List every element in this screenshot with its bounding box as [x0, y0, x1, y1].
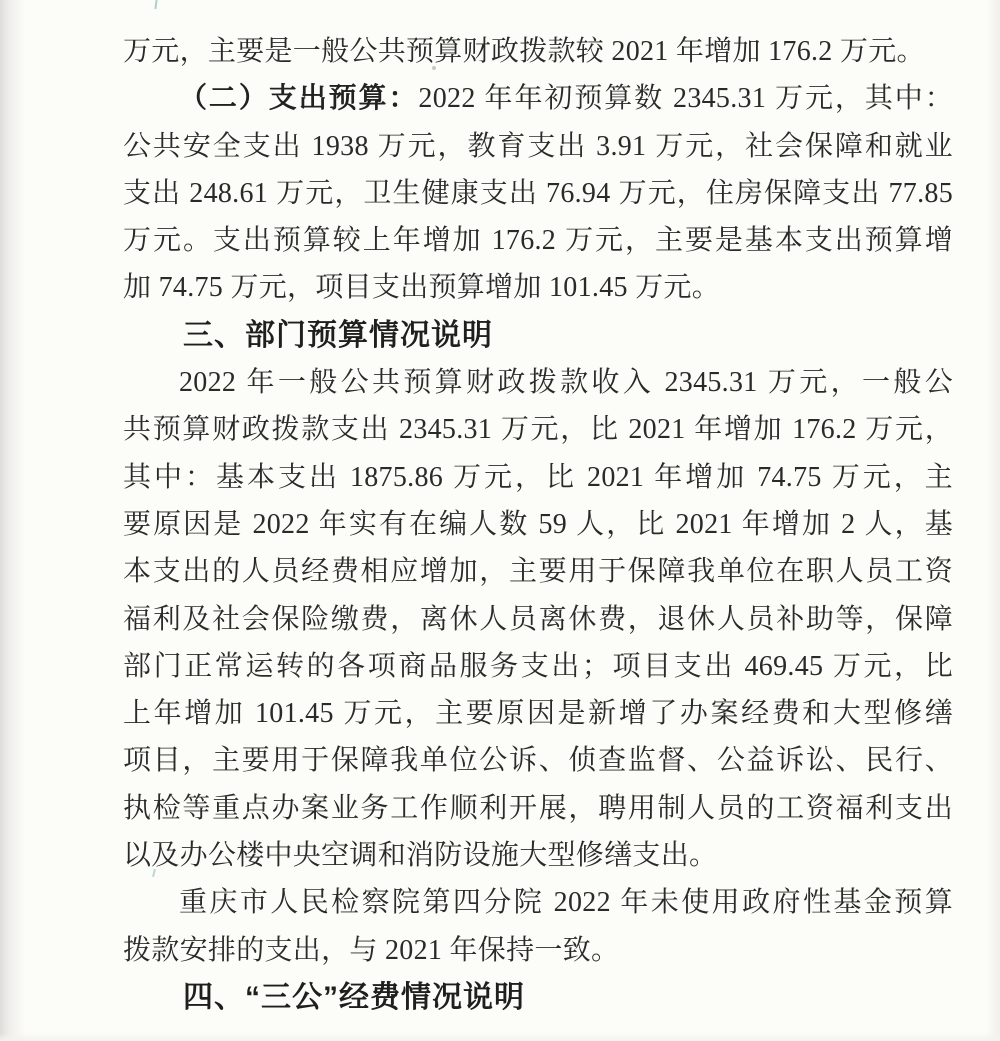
text-line [123, 75, 953, 122]
text-line: 部门正常运转的各项商品服务支出；项目支出 469.45 万元，比 [123, 650, 953, 682]
text-line: 万元。支出预算较上年增加 176.2 万元，主要是基本支出预算增 [123, 225, 953, 257]
paragraph-revenue-continuation [123, 28, 953, 75]
text-line: 共预算财政拨款支出 2345.31 万元，比 2021 年增加 176.2 万元， [123, 414, 953, 446]
scanner-edge-shadow-right [986, 0, 1000, 1041]
text-line: 要原因是 2022 年实有在编人数 59 人，比 2021 年增加 2 人，基 [123, 508, 953, 540]
paragraph-expenditure-budget [123, 75, 953, 311]
scanner-edge-shadow-left [0, 0, 26, 1041]
text-span: 2022 年年初预算数 2345.31 万元，其中： [418, 83, 953, 115]
text-line: 公共安全支出 1938 万元，教育支出 3.91 万元，社会保障和就业 [123, 130, 953, 162]
text-line: 加 74.75 万元，项目支出预算增加 101.45 万元。 [123, 272, 721, 304]
text-line: 2022 年一般公共预算财政拨款收入 2345.31 万元，一般公 [179, 367, 953, 399]
text-line: 本支出的人员经费相应增加，主要用于保障我单位在职人员工资 [123, 556, 953, 588]
document-content [123, 28, 953, 1021]
text-line: 福利及社会保险缴费，离休人员离休费，退休人员补助等，保障 [123, 603, 953, 635]
paragraph-government-fund [123, 879, 953, 974]
section-heading-3: 三、部门预算情况说明 [183, 318, 493, 352]
text-line: 项目，主要用于保障我单位公诉、侦查监督、公益诉讼、民行、 [123, 745, 953, 777]
scan-speck [154, 0, 157, 9]
text-line: 重庆市人民检察院第四分院 2022 年未使用政府性基金预算 [179, 887, 953, 919]
text-line: 其中：基本支出 1875.86 万元，比 2021 年增加 74.75 万元，主 [123, 461, 953, 493]
section-heading-4: 四、“三公”经费情况说明 [183, 980, 525, 1014]
paragraph-lead: （二）支出预算： [179, 83, 419, 115]
text-line: 拨款安排的支出，与 2021 年保持一致。 [123, 934, 620, 966]
text-line: 以及办公楼中央空调和消防设施大型修缮支出。 [123, 840, 718, 872]
paragraph-budget-explanation [123, 359, 953, 879]
text-line: 上年增加 101.45 万元，主要原因是新增了办案经费和大型修缮 [123, 698, 953, 730]
text-line: 万元，主要是一般公共预算财政拨款较 2021 年增加 176.2 万元。 [123, 36, 925, 67]
scanner-edge-shadow-bottom [0, 1033, 1000, 1041]
text-line: 执检等重点办案业务工作顺利开展，聘用制人员的工资福利支出 [123, 792, 953, 824]
text-line: 支出 248.61 万元，卫生健康支出 76.94 万元，住房保障支出 77.85 [123, 177, 953, 209]
